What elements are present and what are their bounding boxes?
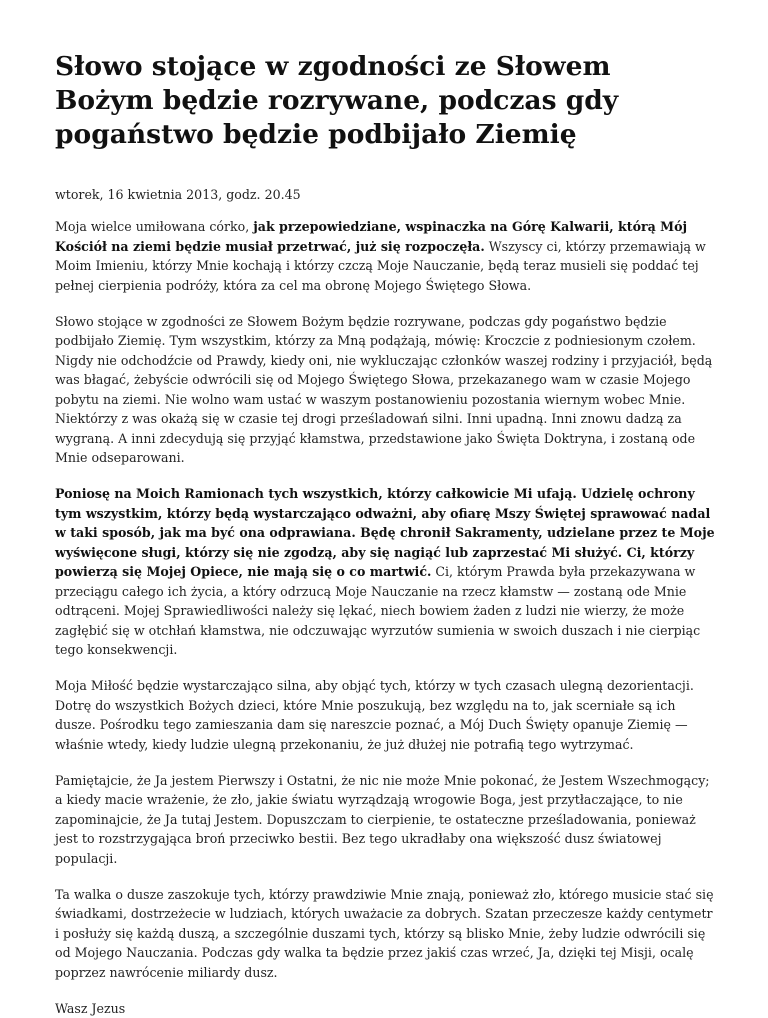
- signature: Wasz Jezus: [55, 1000, 126, 1016]
- text-run: Moja wielce umiłowana córko,: [55, 219, 254, 234]
- paragraph-6: [55, 885, 715, 983]
- document-page: [55, 50, 715, 1018]
- page-title: Słowo stojące w zgodności ze Słowem Bożym będzie rozrywane, podczas gdy pogaństwo będzie podbijało Ziemię: [55, 51, 619, 150]
- paragraph-3: [55, 484, 715, 660]
- paragraph-5: [55, 771, 715, 869]
- text-run: Ci, którym Prawda była przekazywana w przeciągu całego ich życia, a który odrzucą Moje Nauczanie na rzecz kłamstw — zostaną ode Mnie odtrąceni. Mojej Sprawiedliwości należy się lękać, niech bowiem żaden z ludzi nie wierzy, że może zagłębić się w otchłań kłamstwa, nie odczuwając wyrzutów sumienia w swoich duszach i nie cierpiąc tego konsekwencji.: [55, 564, 701, 657]
- text-run: Moja Miłość będzie wystarczająco silna, aby objąć tych, którzy w tych czasach ulegną dezorientacji. Dotrę do wszystkich Bożych dzieci, które Mnie poszukują, bez względu na to, jak scerniałe są ich dusze. Pośrodku tego zamieszania dam się nareszcie poznać, a Mój Duch Święty opanuje Ziemię — właśnie wtedy, kiedy ludzie ulegną przekonaniu, że już dłużej nie potrafią tego wytrzymać.: [55, 678, 694, 752]
- message-date: wtorek, 16 kwietnia 2013, godz. 20.45: [55, 187, 301, 202]
- text-run: Słowo stojące w zgodności ze Słowem Bożym będzie rozrywane, podczas gdy pogaństwo będzie podbijało Ziemię. Tym wszystkim, którzy za Mną podążają, mówię: Kroczcie z podniesionym czołem. Nigdy nie odchodźcie od Prawdy, kiedy oni, nie wykluczając członków waszej rodziny i przyjaciół, będą was błagać, żebyście odwrócili się od Mojego Świętego Słowa, przekazanego wam w czasie Mojego pobytu na ziemi. Nie wolno wam ustać w waszym postanowieniu pozostania wiernym wobec Mnie. Niektórzy z was okażą się w czasie tej drogi prześladowań silni. Inni upadną. Inni znowu dadzą za wygraną. A inni zdecydują się przyjąć kłamstwa, przedstawione jako Święta Doktryna, i zostaną ode Mnie odseparowani.: [55, 313, 713, 465]
- paragraph-1: [55, 217, 715, 295]
- text-run: Pamiętajcie, że Ja jestem Pierwszy i Ostatni, że nic nie może Mnie pokonać, że Jestem Wszechmogący; a kiedy macie wrażenie, że zło, jakie światu wyrządzają wrogowie Boga, jest przytłaczające, to nie zapominajcie, że Ja tutaj Jestem. Dopuszczam to cierpienie, te ostateczne prześladowania, ponieważ jest to rozstrzygająca broń przeciwko bestii. Bez tego ukradłaby ona większość dusz światowej populacji.: [55, 772, 710, 866]
- bold-text-run: Poniosę na Moich Ramionach tych wszystkich, którzy całkowicie Mi ufają. Udzielę ochrony tym wszystkim, którzy będą wystarczająco odważni, aby ofiarę Mszy Świętej sprawować nadal w taki sposób, jak ma być ona odprawiana. Będę chronił Sakramenty, udzielane przez te Moje wyświęcone sługi, którzy się nie zgodzą, aby się nagiąć lub zaprzestać Mi służyć. Ci, którzy powierzą się Mojej Opiece, nie mają się o co martwić.: [55, 486, 715, 579]
- text-run: Ta walka o dusze zaszokuje tych, którzy prawdziwie Mnie znają, ponieważ zło, którego musicie stać się świadkami, dostrzeżecie w ludziach, których uważacie za dobrych. Szatan przeczesze każdy centymetr i posłuży się każdą duszą, a szczególnie duszami tych, którzy są blisko Mnie, żeby ludzie odwrócili się od Mojego Nauczania. Podczas gdy walka ta będzie przez jakiś czas wrzeć, Ja, dzięki tej Misji, ocalę poprzez nawrócenie miliardy dusz.: [55, 886, 714, 980]
- bold-text-run: jak przepowiedziane, wspinaczka na Górę Kalwarii, którą Mój Kościół na ziemi będzie musiał przetrwać, już się rozpoczęła.: [55, 219, 688, 254]
- text-run: Wszyscy ci, którzy przemawiają w Moim Imieniu, którzy Mnie kochają i którzy czczą Moje Nauczanie, będą teraz musieli się poddać tej pełnej cierpienia podróży, która za cel ma obronę Mojego Świętego Słowa.: [55, 238, 706, 293]
- paragraph-2: [55, 312, 715, 468]
- paragraph-4: [55, 676, 715, 754]
